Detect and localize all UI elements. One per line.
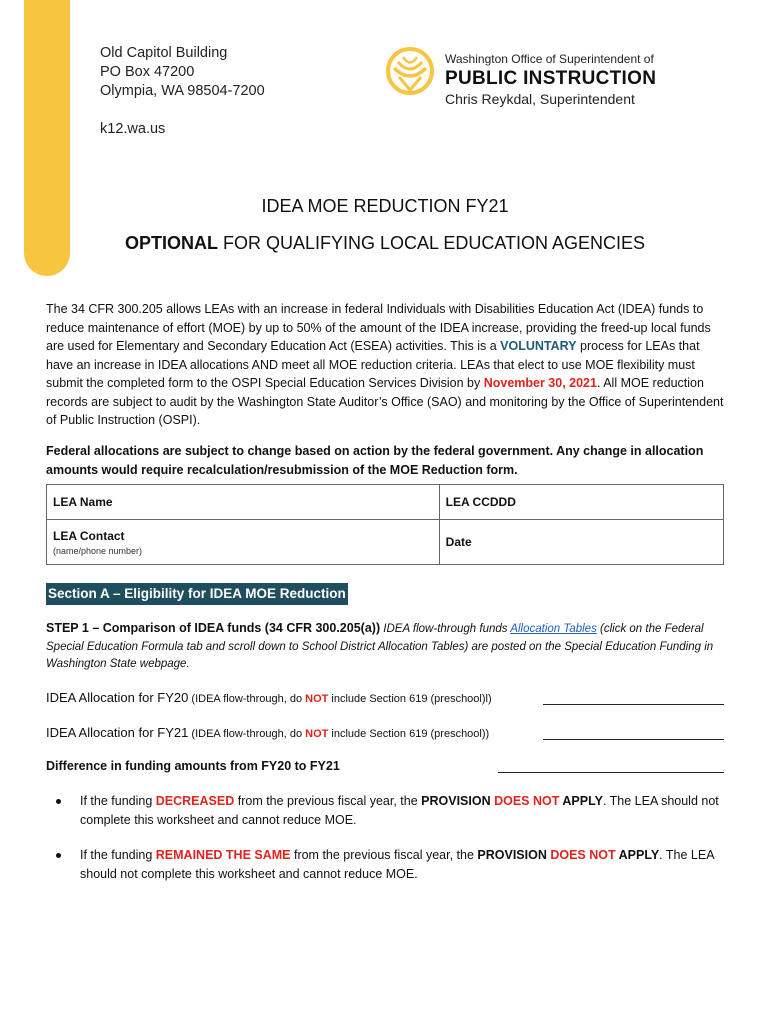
lea-ccddd-label: LEA CCDDD [445,495,516,509]
logo-line-2: PUBLIC INSTRUCTION [445,68,657,89]
provision-emphasis: PROVISION [421,794,495,808]
apply-emphasis: APPLY [615,848,660,862]
lea-info-table [46,484,724,565]
intro-text: The 34 CFR 300.205 allows LEAs with an increase in federal Individuals with Disabilities Education Act (IDEA) funds to reduce maintenance of effort (MOE) by up to 50% of the amount of the IDEA increase, providing the freed-up local funds are used for Elementary and Secondary Education Act (ESEA) activities. This is a [46,302,711,353]
apply-emphasis: APPLY [559,794,603,808]
logo-line-1: Washington Office of Superintendent of [445,52,654,66]
remained-same-emphasis: REMAINED THE SAME [155,848,291,862]
bullet-dot-icon [56,853,61,858]
address-line: Olympia, WA 98504-7200 [100,83,265,99]
does-not-emphasis: DOES NOT [494,794,560,808]
step-1-description [46,620,718,674]
document-title: IDEA MOE REDUCTION FY21 [261,196,509,216]
bullet-dot-icon [56,799,61,804]
bullet-text: . The LEA should not complete this worksheet and cannot reduce MOE. [80,794,719,827]
subtitle-rest: FOR QUALIFYING LOCAL EDUCATION AGENCIES [217,233,646,253]
federal-allocation-notice: Federal allocations are subject to change based on action by the federal government. Any change in allocation amounts would require recalculation/resubmission of the MOE Reduction form. [46,444,704,477]
fy20-label-text: IDEA Allocation for FY20 [46,690,189,705]
intro-paragraph [46,300,726,430]
deadline-date: November 30, 2021 [483,376,597,390]
logo-text [445,52,656,107]
does-not-emphasis: DOES NOT [550,848,616,862]
fy20-allocation-label [46,690,492,705]
allocation-tables-link[interactable]: Allocation Tables [510,623,597,635]
fy21-not-emphasis: NOT [305,728,329,740]
address-line: Old Capitol Building [100,45,228,61]
fy20-note: (IDEA flow-through, do [188,693,306,705]
fy20-note: include Section 619 (preschool)l) [328,693,492,705]
step-text: (click on the Federal Special Education Formula tab and scroll down to School District Allocation Tables) are posted on the Special Education Funding in Washington State webpage. [46,623,714,670]
lea-ccddd-cell[interactable] [439,485,723,520]
lea-name-label: LEA Name [53,495,113,509]
bullet-text: If the funding [80,794,156,808]
document-subtitle [0,233,770,254]
ospi-emblem-icon [385,46,435,96]
voluntary-emphasis: VOLUNTARY [500,339,577,353]
step-text: IDEA flow-through funds [380,623,511,635]
section-a-heading: Section A – Eligibility for IDEA MOE Reduction [46,583,348,605]
ospi-address [100,44,265,139]
website-text: k12.wa.us [100,121,166,137]
bullet-text: . The LEA should not complete this worksheet and cannot reduce MOE. [80,848,714,881]
provision-emphasis: PROVISION [477,848,551,862]
intro-text: . All MOE reduction records are subject to audit by the Washington State Auditor’s Office (SAO) and monitoring by the Office of Superintendent of Public Instruction (OSPI). [46,376,724,427]
bullet-text: If the funding [80,848,156,862]
difference-label: Difference in funding amounts from FY20 to FY21 [46,759,340,773]
list-item [46,846,726,883]
eligibility-bullets [46,792,726,900]
decreased-emphasis: DECREASED [155,794,235,808]
bullet-text: from the previous fiscal year, the [234,794,422,808]
fy20-not-emphasis: NOT [305,693,329,705]
lea-name-cell[interactable] [47,485,440,520]
fy21-allocation-field[interactable] [543,739,724,740]
date-label: Date [445,535,472,549]
logo-line-3: Chris Reykdal, Superintendent [445,91,635,107]
fy21-note: (IDEA flow-through, do [188,728,306,740]
difference-field[interactable] [498,772,724,773]
fy21-note: include Section 619 (preschool)) [328,728,490,740]
fy20-allocation-field[interactable] [543,704,724,705]
lea-contact-label: LEA Contact [53,528,125,543]
lea-contact-cell[interactable] [47,520,440,565]
lea-contact-hint: (name/phone number) [53,545,143,556]
optional-label: OPTIONAL [124,233,218,253]
fy21-allocation-label [46,725,489,740]
address-line: PO Box 47200 [100,64,195,80]
intro-text: process for LEAs that have an increase in IDEA allocations AND meet all MOE reduction criteria. LEAs that elect to use MOE flexibility must submit the completed form to the OSPI Special Education Services Division by [46,339,700,390]
list-item [46,792,726,829]
bullet-text: from the previous fiscal year, the [290,848,478,862]
step-1-title: STEP 1 – Comparison of IDEA funds (34 CFR 300.205(a)) [46,621,381,635]
fy21-label-text: IDEA Allocation for FY21 [46,725,189,740]
date-cell[interactable] [439,520,723,565]
